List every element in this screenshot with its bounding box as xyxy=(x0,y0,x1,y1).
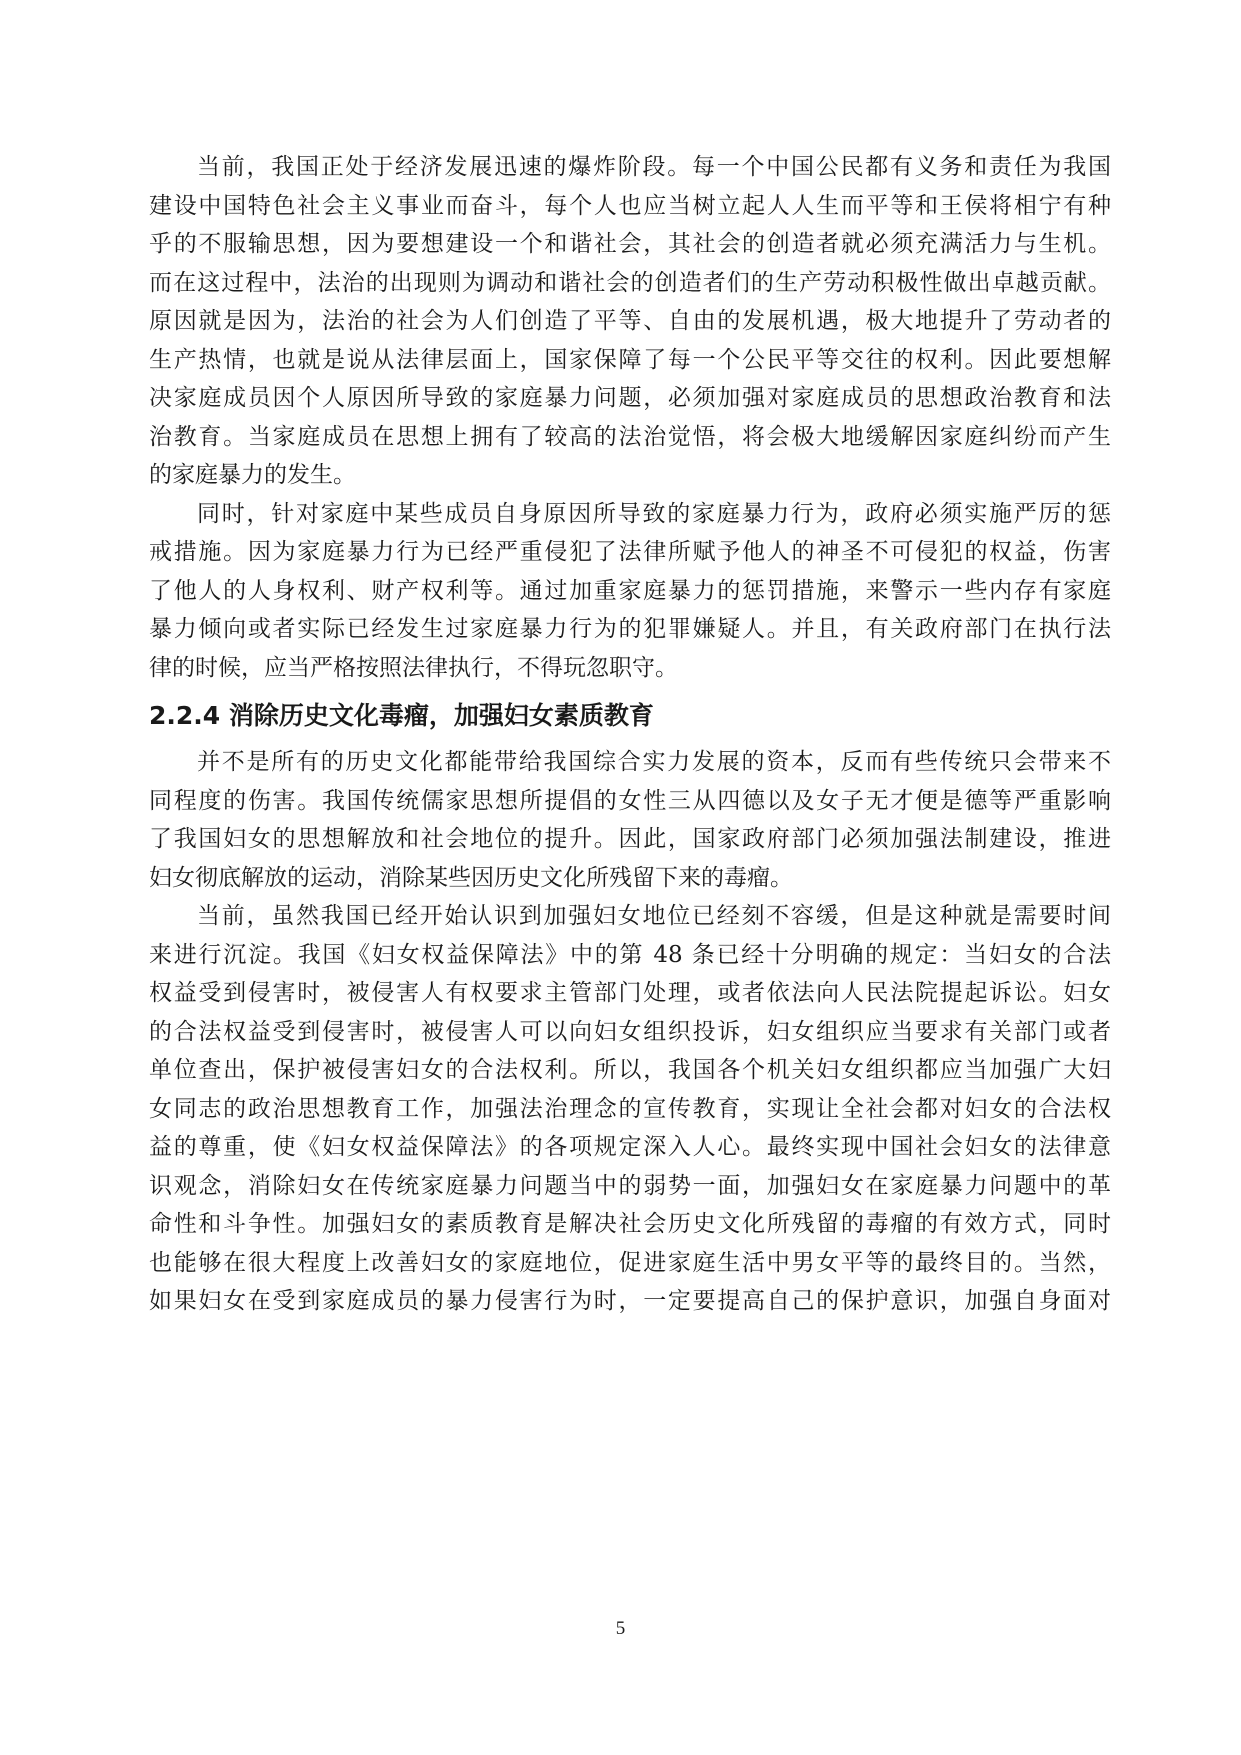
text-line: 戒措施。因为家庭暴力行为已经严重侵犯了法律所赋予他人的神圣不可侵犯的权益，伤害 xyxy=(149,539,1111,565)
text-line: 乎的不服输思想，因为要想建设一个和谐社会，其社会的创造者就必须充满活力与生机。 xyxy=(149,231,1111,257)
text-line: 识观念，消除妇女在传统家庭暴力问题当中的弱势一面，加强妇女在家庭暴力问题中的革 xyxy=(149,1172,1111,1199)
text-line: 并不是所有的历史文化都能带给我国综合实力发展的资本，反而有些传统只会带来不 xyxy=(197,749,1111,775)
text-line: 生产热情，也就是说从法律层面上，国家保障了每一个公民平等交往的权利。因此要想解 xyxy=(149,346,1111,373)
text-line: 了我国妇女的思想解放和社会地位的提升。因此，国家政府部门必须加强法制建设，推进 xyxy=(149,826,1111,852)
text-line: 权益受到侵害时，被侵害人有权要求主管部门处理，或者依法向人民法院提起诉讼。妇女 xyxy=(149,980,1111,1006)
paragraph-3 xyxy=(149,743,1111,897)
body-before-heading xyxy=(149,148,1111,687)
text-line: 同时，针对家庭中某些成员自身原因所导致的家庭暴力行为，政府必须实施严厉的惩 xyxy=(197,500,1111,527)
text-line: 暴力倾向或者实际已经发生过家庭暴力行为的犯罪嫌疑人。并且，有关政府部门在执行法 xyxy=(149,616,1111,642)
body-after-heading xyxy=(149,743,1111,1321)
text-line: 来进行沉淀。我国《妇女权益保障法》中的第 48 条已经十分明确的规定：当妇女的合法 xyxy=(149,941,1111,968)
text-line: 单位查出，保护被侵害妇女的合法权利。所以，我国各个机关妇女组织都应当加强广大妇 xyxy=(149,1057,1111,1083)
paragraph-4 xyxy=(149,897,1111,1321)
text-line: 同程度的伤害。我国传统儒家思想所提倡的女性三从四德以及女子无才便是德等严重影响 xyxy=(149,787,1111,814)
text-line: 治教育。当家庭成员在思想上拥有了较高的法治觉悟，将会极大地缓解因家庭纠纷而产生 xyxy=(149,423,1111,450)
section-heading: 2.2.4 消除历史文化毒瘤，加强妇女素质教育 xyxy=(149,701,654,730)
text-line: 妇女彻底解放的运动，消除某些因历史文化所残留下来的毒瘤。 xyxy=(149,864,793,891)
text-line: 女同志的政治思想教育工作，加强法治理念的宣传教育，实现让全社会都对妇女的合法权 xyxy=(149,1095,1111,1122)
text-line: 当前，我国正处于经济发展迅速的爆炸阶段。每一个中国公民都有义务和责任为我国 xyxy=(197,154,1111,180)
text-line: 律的时候，应当严格按照法律执行，不得玩忽职守。 xyxy=(149,654,678,681)
paragraph-2 xyxy=(149,495,1111,688)
text-line: 建设中国特色社会主义事业而奋斗，每个人也应当树立起人人生而平等和王侯将相宁有种 xyxy=(149,192,1111,219)
text-line: 的家庭暴力的发生。 xyxy=(149,462,356,488)
text-line: 如果妇女在受到家庭成员的暴力侵害行为时，一定要提高自己的保护意识，加强自身面对 xyxy=(149,1288,1111,1314)
text-line: 当前，虽然我国已经开始认识到加强妇女地位已经刻不容缓，但是这种就是需要时间 xyxy=(197,903,1111,929)
text-line: 决家庭成员因个人原因所导致的家庭暴力问题，必须加强对家庭成员的思想政治教育和法 xyxy=(149,385,1111,411)
document-page xyxy=(149,148,1111,1321)
text-line: 命性和斗争性。加强妇女的素质教育是解决社会历史文化所残留的毒瘤的有效方式，同时 xyxy=(149,1211,1111,1237)
paragraph-1 xyxy=(149,148,1111,495)
text-line: 也能够在很大程度上改善妇女的家庭地位，促进家庭生活中男女平等的最终目的。当然， xyxy=(149,1249,1111,1276)
page-number: 5 xyxy=(615,1618,626,1639)
text-line: 了他人的人身权利、财产权利等。通过加重家庭暴力的惩罚措施，来警示一些内存有家庭 xyxy=(149,577,1111,604)
text-line: 的合法权益受到侵害时，被侵害人可以向妇女组织投诉，妇女组织应当要求有关部门或者 xyxy=(149,1018,1111,1045)
text-line: 原因就是因为，法治的社会为人们创造了平等、自由的发展机遇，极大地提升了劳动者的 xyxy=(149,308,1111,334)
text-line: 而在这过程中，法治的出现则为调动和谐社会的创造者们的生产劳动积极性做出卓越贡献。 xyxy=(149,269,1111,296)
text-line: 益的尊重，使《妇女权益保障法》的各项规定深入人心。最终实现中国社会妇女的法律意 xyxy=(149,1134,1111,1160)
